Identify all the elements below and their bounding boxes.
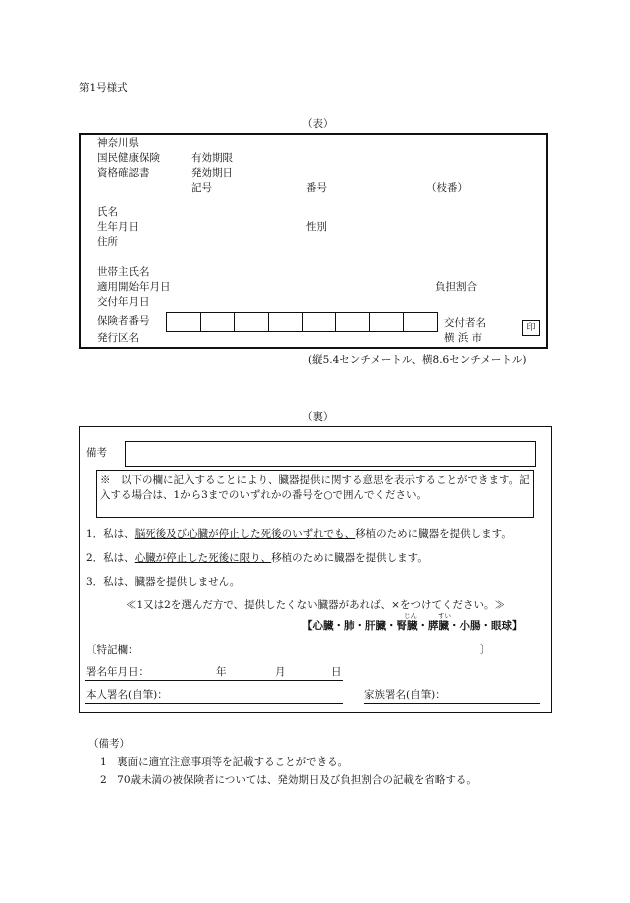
option-2-suffix: 移植のために臓器を提供します。 — [271, 552, 428, 564]
city-name: 横 浜 市 — [444, 332, 483, 344]
digit-box — [303, 313, 337, 331]
insurer-number-boxes — [166, 312, 438, 332]
start-date-label: 適用開始年月日 — [97, 281, 171, 293]
option-3: 3．私は、臓器を提供しません。 — [86, 576, 241, 588]
option-1 — [86, 528, 512, 541]
year-label: 年 — [216, 666, 227, 678]
sign-date-label: 署名年月日： — [86, 666, 149, 678]
organ-hint: ≪1又は2を選んだ方で、提供したくない臓器があれば、×をつけてください。≫ — [126, 599, 505, 611]
sign-date-underline — [85, 680, 343, 681]
digit-box — [235, 313, 269, 331]
option-2-prefix: 2．私は、 — [86, 552, 135, 564]
name-label: 氏名 — [97, 206, 118, 218]
digit-box — [201, 313, 235, 331]
option-1-prefix: 1．私は、 — [86, 528, 135, 540]
option-1-suffix: 移植のために臓器を提供します。 — [355, 528, 512, 540]
front-heading: （表） — [302, 118, 334, 130]
number-label: 番号 — [306, 182, 327, 194]
digit-box — [167, 313, 201, 331]
family-sign-label: 家族署名(自筆)： — [364, 689, 446, 701]
seal-mark: 印 — [522, 320, 540, 336]
card-size-note: (縦5.4センチメートル、横8.6センチメートル) — [308, 354, 527, 366]
remarks-box — [125, 441, 536, 467]
ruby-sui: すい — [438, 612, 451, 620]
option-1-underlined: 脳死後及び心臓が停止した死後のいずれでも、 — [134, 528, 356, 540]
effective-date-label: 発効期日 — [191, 167, 233, 179]
certificate-label: 資格確認書 — [97, 167, 150, 179]
nhi-label: 国民健康保険 — [97, 152, 160, 164]
special-notes-open: 〔特記欄： — [86, 644, 139, 656]
month-label: 月 — [275, 666, 286, 678]
organ-list: 【心臓・肺・肝臓・腎臓・膵臓・小腸・眼球】 — [302, 620, 523, 632]
valid-until-label: 有効期限 — [191, 152, 233, 164]
gender-label: 性別 — [306, 221, 327, 233]
option-2 — [86, 552, 428, 565]
symbol-label: 記号 — [191, 182, 212, 194]
address-label: 住所 — [97, 236, 118, 248]
digit-box — [370, 313, 404, 331]
special-notes-close: 〕 — [480, 644, 491, 656]
notes-title: （備考） — [88, 738, 130, 750]
branch-number-label: （枝番） — [426, 182, 468, 194]
day-label: 日 — [331, 666, 342, 678]
digit-box — [269, 313, 303, 331]
organ-donation-notice: ※ 以下の欄に記入することにより、臓器提供に関する意思を表示することができます。記入する場合は、1から3までのいずれかの番号を○で囲んでください。 — [100, 474, 530, 501]
remarks-label: 備考 — [86, 447, 107, 459]
ruby-jin: じん — [404, 612, 417, 620]
prefecture: 神奈川県 — [97, 137, 139, 149]
self-sign-label: 本人署名(自筆)： — [86, 689, 168, 701]
note-2: 2 70歳未満の被保険者については、発効期日及び負担割合の記載を省略する。 — [100, 774, 477, 786]
back-heading: （裏） — [302, 411, 334, 423]
option-2-underlined: 心臓が停止した死後に限り、 — [134, 552, 272, 564]
householder-label: 世帯主氏名 — [97, 266, 150, 278]
issue-date-label: 交付年月日 — [97, 296, 150, 308]
self-sign-underline — [85, 703, 343, 704]
form-number: 第1号様式 — [79, 82, 128, 94]
ward-label: 発行区名 — [97, 332, 139, 344]
digit-box — [336, 313, 370, 331]
birthdate-label: 生年月日 — [97, 221, 139, 233]
family-sign-underline — [364, 703, 540, 704]
insurer-number-label: 保険者番号 — [97, 315, 150, 327]
digit-box — [404, 313, 437, 331]
note-1: 1 裏面に適宜注意事項等を記載することができる。 — [100, 756, 349, 768]
burden-ratio-label: 負担割合 — [435, 281, 477, 293]
issuer-name-label: 交付者名 — [444, 317, 486, 329]
